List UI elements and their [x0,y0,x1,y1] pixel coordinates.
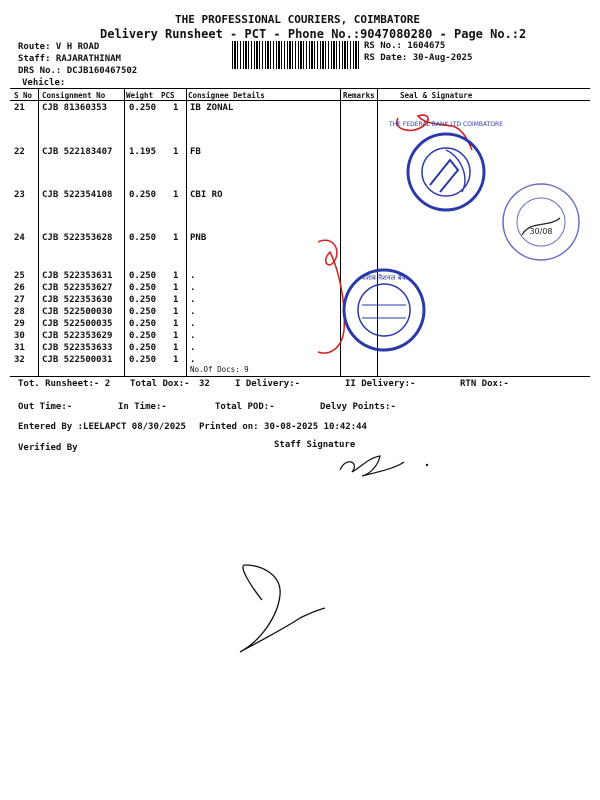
row-sno: 30 [14,331,25,341]
round-date-stamp [503,184,579,260]
row-consignment-no: CJB 522353630 [42,295,113,305]
row-consignee: . [190,271,196,281]
row-consignment-no: CJB 522353633 [42,343,113,353]
row-consignment-no: CJB 522500031 [42,355,113,365]
row-pcs: 1 [173,331,179,341]
verified-by: Verified By [18,443,78,453]
row-weight: 0.250 [129,190,157,200]
staff-signature-mark [340,456,404,476]
col-seal: Seal & Signature [400,91,473,100]
row-weight: 1.195 [129,147,157,157]
row-pcs: 1 [173,147,179,157]
row-weight: 0.250 [129,307,157,317]
row-consignment-no: CJB 81360353 [42,103,108,113]
staff: Staff: RAJARATHINAM [18,54,121,64]
row-weight: 0.250 [129,331,157,341]
row-weight: 0.250 [129,295,157,305]
tot-runsheet: Tot. Runsheet:- 2 [18,379,111,389]
row-sno: 24 [14,233,25,243]
row-sno: 25 [14,271,25,281]
col-consignment: Consignment No [42,91,106,100]
round-stamp-date: 30/08 [529,227,553,236]
row-sno: 23 [14,190,25,200]
row-consignment-no: CJB 522354108 [42,190,113,200]
row-sno: 32 [14,355,25,365]
row-weight: 0.250 [129,271,157,281]
row-weight: 0.250 [129,319,157,329]
row-consignment-no: CJB 522353628 [42,233,113,243]
row-weight: 0.250 [129,103,157,113]
row-consignment-no: CJB 522353627 [42,283,113,293]
row-consignee: . [190,295,196,305]
entered-by: Entered By :LEELAPCT 08/30/2025 [18,422,186,432]
row-pcs: 1 [173,271,179,281]
row-sno: 31 [14,343,25,353]
row-weight: 0.250 [129,343,157,353]
row-sno: 27 [14,295,25,305]
route: Route: V H ROAD [18,42,100,52]
drs-number: DRS No.: DCJB160467502 [18,66,138,76]
rs-number: RS No.: 1604675 [364,41,446,51]
row-consignment-no: CJB 522183407 [42,147,113,157]
federal-bank-stamp-text: THE FEDERAL BANK LTD COIMBATORE [388,121,504,128]
col-pcs: PCS [161,91,175,100]
col-consignee: Consignee Details [188,91,265,100]
row-pcs: 1 [173,355,179,365]
handwritten-signature [240,565,325,652]
printed-on: Printed on: 30-08-2025 10:42:44 [199,422,367,432]
row-pcs: 1 [173,103,179,113]
row-consignee: PNB [190,233,207,243]
row-pcs: 1 [173,190,179,200]
rtn-dox: RTN Dox:- [460,379,509,389]
in-time: In Time:- [118,402,167,412]
out-time: Out Time:- [18,402,73,412]
row-sno: 26 [14,283,25,293]
row-weight: 0.250 [129,233,157,243]
row-consignee: . [190,331,196,341]
vehicle: Vehicle: [22,78,66,88]
row-sno: 29 [14,319,25,329]
row-consignee: . [190,307,196,317]
pnb-stamp [344,270,424,350]
i-delivery: I Delivery:- [235,379,301,389]
total-dox-value: 32 [199,379,210,389]
row-sno: 22 [14,147,25,157]
total-pod: Total POD:- [215,402,275,412]
row-pcs: 1 [173,343,179,353]
row-weight: 0.250 [129,355,157,365]
row-consignee: . [190,355,196,365]
row-consignment-no: CJB 522500035 [42,319,113,329]
pnb-stamp-text: पंजाब नैशनल बैंक [360,274,408,282]
row-consignment-no: CJB 522353629 [42,331,113,341]
total-dox-label: Total Dox:- [130,379,190,389]
row-consignee: . [190,319,196,329]
col-weight: Weight [126,91,154,100]
no-of-docs: No.Of Docs: 9 [190,365,249,374]
row-consignee: . [190,343,196,353]
row-consignee: FB [190,147,201,157]
staff-signature-label: Staff Signature [274,440,356,450]
row-pcs: 1 [173,295,179,305]
ii-delivery: II Delivery:- [345,379,416,389]
col-sno: S No [14,91,33,100]
federal-bank-stamp [408,134,484,210]
row-pcs: 1 [173,319,179,329]
row-sno: 28 [14,307,25,317]
runsheet-title: Delivery Runsheet - PCT - Phone No.:9047080280 - Page No.:2 [100,27,527,41]
row-sno: 21 [14,103,25,113]
delvy-points: Delvy Points:- [320,402,396,412]
company-name: THE PROFESSIONAL COURIERS, COIMBATORE [175,13,421,26]
row-weight: 0.250 [129,283,157,293]
row-pcs: 1 [173,233,179,243]
ink-dot [426,464,428,466]
col-remarks: Remarks [343,91,375,100]
row-consignment-no: CJB 522500030 [42,307,113,317]
red-signature [318,240,344,353]
row-consignee: IB ZONAL [190,103,234,113]
row-pcs: 1 [173,307,179,317]
row-consignment-no: CJB 522353631 [42,271,113,281]
row-consignee: . [190,283,196,293]
rs-date: RS Date: 30-Aug-2025 [364,53,473,63]
row-pcs: 1 [173,283,179,293]
row-consignee: CBI RO [190,190,223,200]
